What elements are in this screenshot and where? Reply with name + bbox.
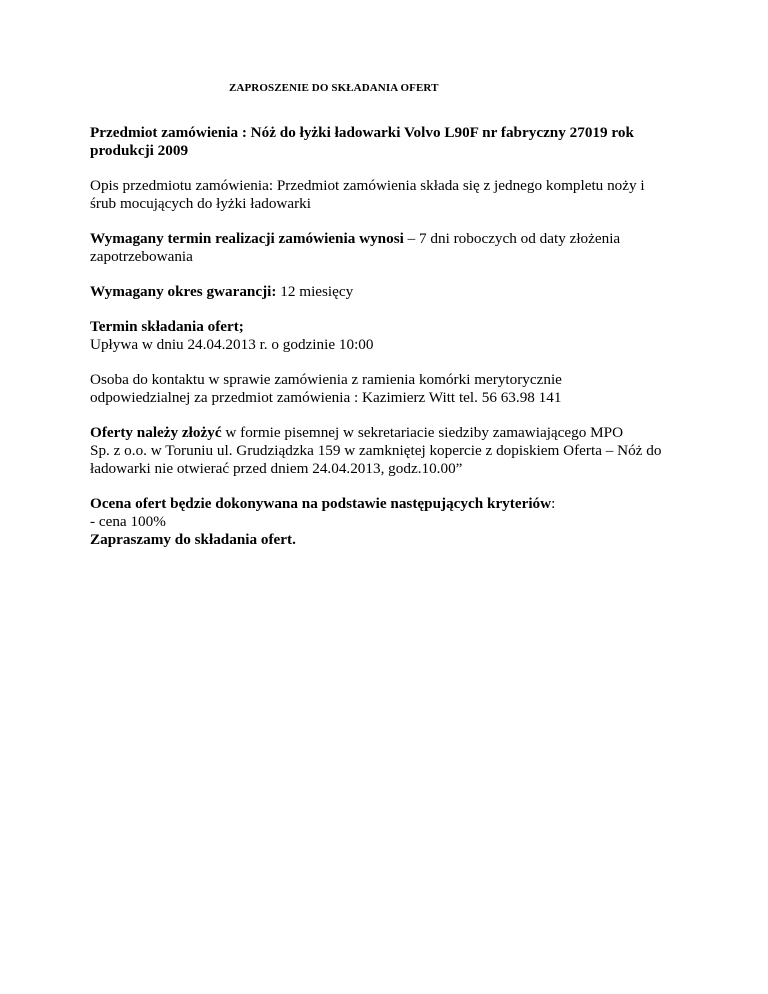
submission-line-2: Sp. z o.o. w Toruniu ul. Grudziądzka 159 w zamkniętej kopercie z dopiskiem Oferta – Nóż do <box>90 442 662 459</box>
document-body <box>90 124 700 549</box>
contact-line-1: Osoba do kontaktu w sprawie zamówienia z ramienia komórki merytorycznie <box>90 371 562 388</box>
warranty-value: 12 miesięcy <box>276 283 354 300</box>
document-title: ZAPROSZENIE DO SKŁADANIA OFERT <box>229 82 439 94</box>
criteria-colon: : <box>551 495 556 512</box>
subject-line-2: produkcji 2009 <box>90 142 189 159</box>
offer-deadline-paragraph <box>90 318 700 354</box>
warranty-line <box>90 283 700 301</box>
criteria-item: - cena 100% <box>90 513 166 530</box>
description-paragraph <box>90 177 700 213</box>
submission-line-1-rest: w formie pisemnej w sekretariacie siedziby zamawiającego MPO <box>221 424 624 441</box>
realization-deadline-line-1 <box>90 230 700 248</box>
submission-paragraph <box>90 424 700 478</box>
criteria-line <box>90 495 700 513</box>
criteria-paragraph <box>90 495 700 549</box>
description-line-2: śrub mocujących do łyżki ładowarki <box>90 195 311 212</box>
offer-deadline-label: Termin składania ofert; <box>90 318 244 335</box>
warranty-paragraph <box>90 283 700 301</box>
contact-line-2: odpowiedzialnej za przedmiot zamówienia : Kazimierz Witt tel. 56 63.98 141 <box>90 389 562 406</box>
submission-line-1 <box>90 424 700 442</box>
subject-paragraph <box>90 124 700 160</box>
realization-deadline-paragraph <box>90 230 700 266</box>
submission-line-3: ładowarki nie otwierać przed dniem 24.04.2013, godz.10.00” <box>90 460 463 477</box>
criteria-label: Ocena ofert będzie dokonywana na podstawie następujących kryteriów <box>90 495 552 512</box>
realization-deadline-line-2: zapotrzebowania <box>90 248 193 265</box>
closing-text: Zapraszamy do składania ofert. <box>90 531 296 548</box>
warranty-label: Wymagany okres gwarancji: <box>90 283 277 300</box>
submission-label: Oferty należy złożyć <box>90 424 222 441</box>
offer-deadline-value: Upływa w dniu 24.04.2013 r. o godzinie 10:00 <box>90 336 374 353</box>
subject-line-1: Przedmiot zamówienia : Nóż do łyżki ładowarki Volvo L90F nr fabryczny 27019 rok <box>90 124 634 141</box>
realization-deadline-value: – 7 dni roboczych od daty złożenia <box>403 230 621 247</box>
contact-paragraph <box>90 371 700 407</box>
description-line-1: Opis przedmiotu zamówienia: Przedmiot zamówienia składa się z jednego kompletu noży i <box>90 177 645 194</box>
realization-deadline-label: Wymagany termin realizacji zamówienia wynosi <box>90 230 404 247</box>
